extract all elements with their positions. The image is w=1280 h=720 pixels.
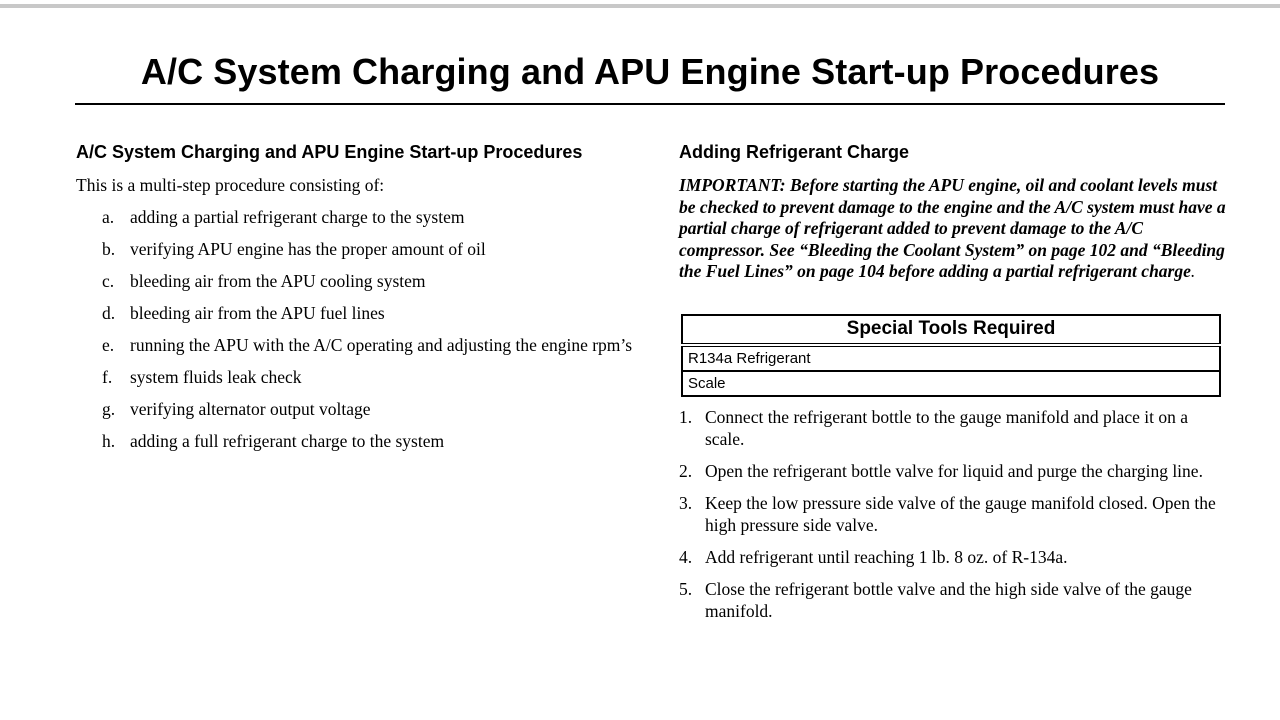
list-marker: 3.: [679, 492, 693, 513]
list-marker: b.: [102, 239, 116, 259]
list-marker: 1.: [679, 406, 693, 427]
list-marker: d.: [102, 303, 116, 323]
table-cell: Scale: [688, 374, 726, 392]
list-item-text: running the APU with the A/C operating and adjusting the engine rpm’s: [130, 335, 633, 355]
list-marker: e.: [102, 335, 115, 355]
table-header: Special Tools Required: [682, 315, 1220, 345]
list-item: [76, 334, 636, 356]
list-item-text: bleeding air from the APU cooling system: [130, 271, 426, 291]
important-note: [679, 175, 1227, 283]
list-item-text: adding a partial refrigerant charge to the system: [130, 207, 465, 227]
important-note-text: IMPORTANT: Before starting the APU engine, oil and coolant levels must be checked to prevent damage to the engine and the A/C system must have a partial charge of refrigerant added to prevent damage to the A/C compressor. See “Bleeding the Coolant System” on page 102 and “Bleeding the Fuel Lines” on page 104 before adding a partial refrigerant charge: [679, 175, 1226, 281]
charging-steps-list: [679, 406, 1227, 622]
title-divider: [75, 103, 1225, 105]
list-marker: f.: [102, 367, 113, 387]
list-item: [76, 366, 636, 388]
table-row: [682, 371, 1220, 396]
list-item: [76, 430, 636, 452]
table-row: [682, 345, 1220, 371]
list-item-text: Connect the refrigerant bottle to the gauge manifold and place it on a scale.: [705, 406, 1189, 449]
list-marker: g.: [102, 399, 116, 419]
list-marker: c.: [102, 271, 115, 291]
special-tools-table: [681, 314, 1221, 397]
list-item-text: Add refrigerant until reaching 1 lb. 8 oz. of R-134a.: [705, 546, 1068, 567]
right-column: [679, 139, 1227, 632]
list-item-text: bleeding air from the APU fuel lines: [130, 303, 385, 323]
section-heading-refrigerant: Adding Refrigerant Charge: [679, 142, 910, 162]
list-item-text: verifying alternator output voltage: [130, 399, 371, 419]
list-marker: a.: [102, 207, 115, 227]
list-item-text: adding a full refrigerant charge to the system: [130, 431, 445, 451]
section-heading-procedures: A/C System Charging and APU Engine Start-up Procedures: [76, 142, 583, 162]
list-item-text: Keep the low pressure side valve of the gauge manifold closed. Open the high pressure side valve.: [705, 492, 1216, 535]
list-item: [679, 492, 1227, 536]
table-header-row: [682, 315, 1220, 345]
list-marker: h.: [102, 431, 116, 451]
list-item: [76, 270, 636, 292]
list-item-text: system fluids leak check: [130, 367, 302, 387]
left-column: [76, 139, 636, 462]
list-marker: 5.: [679, 578, 693, 599]
list-item: [76, 398, 636, 420]
list-item: [679, 546, 1227, 568]
list-item-text: Close the refrigerant bottle valve and the high side valve of the gauge manifold.: [705, 578, 1192, 621]
list-item: [76, 238, 636, 260]
list-item: [76, 206, 636, 228]
list-item: [679, 460, 1227, 482]
top-border: [0, 4, 1280, 8]
procedure-steps-list: [76, 206, 636, 452]
list-marker: 4.: [679, 546, 693, 567]
list-marker: 2.: [679, 460, 693, 481]
intro-text: This is a multi-step procedure consisting of:: [76, 175, 385, 195]
list-item: [76, 302, 636, 324]
table-cell: R134a Refrigerant: [682, 345, 1220, 371]
list-item-text: Open the refrigerant bottle valve for liquid and purge the charging line.: [705, 460, 1203, 481]
list-item: [679, 406, 1227, 450]
list-item-text: verifying APU engine has the proper amount of oil: [130, 239, 486, 259]
page-title: A/C System Charging and APU Engine Start-up Procedures: [140, 51, 1160, 92]
important-note-period: .: [1190, 261, 1196, 281]
list-item: [679, 578, 1227, 622]
